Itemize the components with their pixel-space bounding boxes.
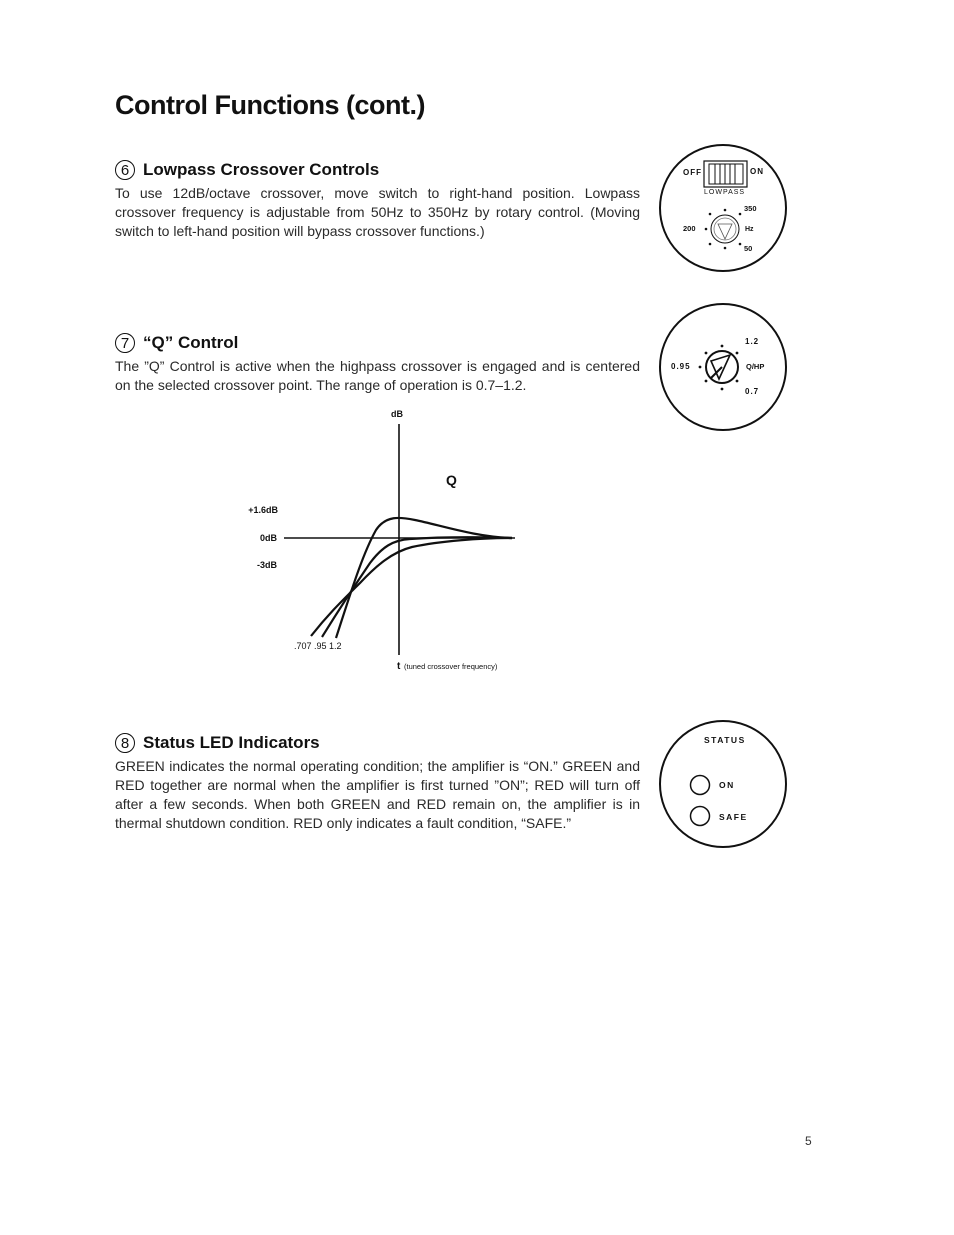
section-number-badge: 8 [115,733,135,753]
section-title: Lowpass Crossover Controls [143,160,380,179]
graph-level-low: -3dB [257,560,277,570]
safe-led-indicator [691,807,710,826]
section-heading [115,733,640,753]
graph-response-curves [311,518,512,638]
freq-350-label: 350 [744,204,757,213]
q-hp-label: Q/HP [746,362,765,371]
graph-x-marker: t [397,661,401,672]
page-number: 5 [805,1134,812,1148]
on-label: ON [750,167,764,176]
hz-label: Hz [745,226,754,233]
off-label: OFF [683,168,702,177]
section-title: “Q” Control [143,333,239,352]
graph-level-zero: 0dB [259,533,277,543]
page-title: Control Functions (cont.) [115,90,425,120]
section-body: To use 12dB/octave crossover, move switch to right-hand position. Lowpass crossover frequency is adjustable from 50Hz to 350Hz by rotary control. (Moving switch to left-hand position will bypass crossover functions.) [115,185,640,239]
section-title: Status LED Indicators [143,733,320,752]
section-body: The ”Q” Control is active when the highpass crossover is engaged and is centered on the selected crossover point. The range of operation is 0.7–1.2. [115,358,640,393]
section-number-badge: 6 [115,160,135,180]
graph-q-values: .707 .95 1.2 [294,641,342,651]
section-status-led [115,733,640,833]
status-title: STATUS [704,735,746,745]
section-body: GREEN indicates the normal operating condition; the amplifier is “ON.” GREEN and RED together are normal when the amplifier is first turned ”ON”; RED will turn off after a few seconds. When both GREEN and RED remain on, the amplifier is in thermal shutdown condition. RED only indicates a fault condition, “SAFE.” [115,758,640,831]
safe-led-label: SAFE [719,812,748,822]
q-value-high: 1.2 [745,337,760,346]
section-number-badge: 7 [115,333,135,353]
on-led-label: ON [719,780,735,790]
lowpass-label: LOWPASS [704,189,746,196]
graph-y-label: dB [391,409,403,419]
status-panel-illustration [659,720,787,848]
graph-curve-label: Q [446,472,457,488]
curve-q-1-2 [336,518,512,638]
on-led-indicator [691,776,710,795]
q-value-low: 0.7 [745,387,760,396]
graph-level-high: +1.6dB [248,505,278,515]
freq-200-label: 200 [683,224,696,233]
q-value-mid: 0.95 [671,362,691,371]
curve-q-0-95 [322,537,512,637]
freq-50-label: 50 [744,244,753,253]
graph-x-marker-note: (tuned crossover frequency) [404,662,498,671]
